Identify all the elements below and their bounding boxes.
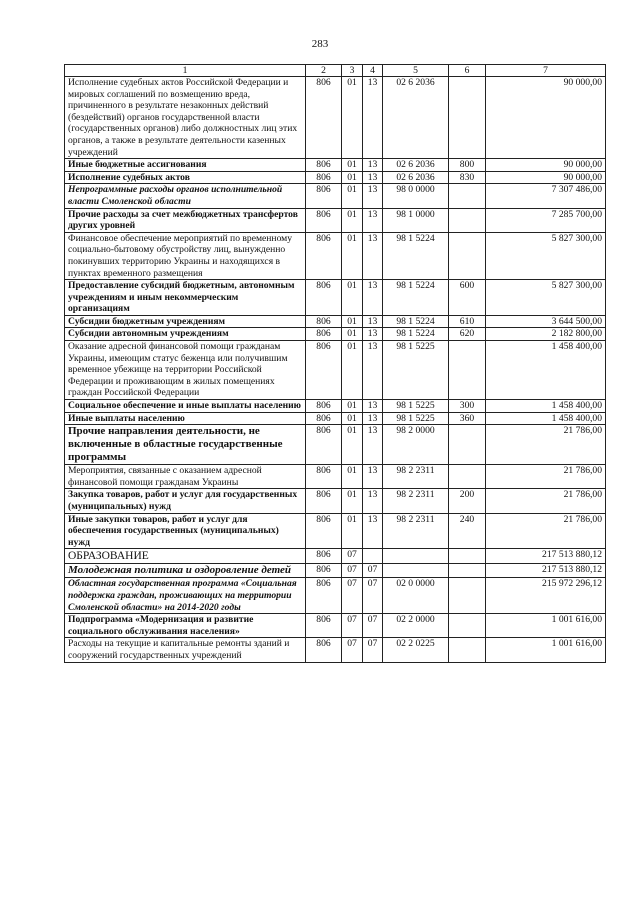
expense-type-code bbox=[449, 184, 486, 208]
section-code: 07 bbox=[342, 614, 363, 638]
table-row bbox=[65, 232, 606, 279]
budget-table bbox=[64, 64, 606, 663]
amount: 1 001 616,00 bbox=[486, 614, 606, 638]
expense-type-code bbox=[449, 77, 486, 159]
amount: 21 786,00 bbox=[486, 465, 606, 489]
ministry-code: 806 bbox=[306, 232, 342, 279]
table-row bbox=[65, 328, 606, 341]
subsection-code: 13 bbox=[363, 412, 383, 425]
expense-type-code bbox=[449, 578, 486, 614]
target-article-code: 98 1 5225 bbox=[383, 400, 449, 413]
subsection-code: 13 bbox=[363, 315, 383, 328]
amount: 217 513 880,12 bbox=[486, 564, 606, 578]
amount: 7 307 486,00 bbox=[486, 184, 606, 208]
section-code: 01 bbox=[342, 77, 363, 159]
amount: 1 001 616,00 bbox=[486, 638, 606, 662]
target-article-code: 98 2 2311 bbox=[383, 465, 449, 489]
target-article-code: 02 2 0225 bbox=[383, 638, 449, 662]
target-article-code: 98 2 2311 bbox=[383, 489, 449, 513]
amount: 1 458 400,00 bbox=[486, 400, 606, 413]
row-name: Исполнение судебных актов bbox=[65, 171, 306, 184]
section-code: 01 bbox=[342, 159, 363, 172]
target-article-code: 02 0 0000 bbox=[383, 578, 449, 614]
column-number: 3 bbox=[342, 65, 363, 77]
ministry-code: 806 bbox=[306, 638, 342, 662]
ministry-code: 806 bbox=[306, 425, 342, 465]
column-number: 2 bbox=[306, 65, 342, 77]
page-number: 283 bbox=[311, 38, 329, 50]
subsection-code: 13 bbox=[363, 77, 383, 159]
row-name: Прочие направления деятельности, не включенные в областные государственные программы bbox=[65, 425, 306, 465]
target-article-code: 02 6 2036 bbox=[383, 171, 449, 184]
section-code: 01 bbox=[342, 184, 363, 208]
expense-type-code: 300 bbox=[449, 400, 486, 413]
table-row bbox=[65, 513, 606, 549]
section-code: 01 bbox=[342, 425, 363, 465]
amount: 2 182 800,00 bbox=[486, 328, 606, 341]
ministry-code: 806 bbox=[306, 578, 342, 614]
ministry-code: 806 bbox=[306, 614, 342, 638]
table-row bbox=[65, 578, 606, 614]
section-code: 01 bbox=[342, 513, 363, 549]
column-number: 1 bbox=[65, 65, 306, 77]
target-article-code: 98 0 0000 bbox=[383, 184, 449, 208]
table-row bbox=[65, 77, 606, 159]
section-code: 01 bbox=[342, 171, 363, 184]
row-name: Исполнение судебных актов Российской Федерации и мировых соглашений по возмещению вреда, причиненного в результате незаконных действий (бездействий) органов государственной власти (государственных органов) либо должностных лиц этих органов, а также в результате деятельности казенных учреждений bbox=[65, 77, 306, 159]
target-article-code: 02 6 2036 bbox=[383, 77, 449, 159]
column-number: 5 bbox=[383, 65, 449, 77]
subsection-code: 13 bbox=[363, 465, 383, 489]
amount: 1 458 400,00 bbox=[486, 412, 606, 425]
section-code: 01 bbox=[342, 328, 363, 341]
row-name: Финансовое обеспечение мероприятий по временному социально-бытовому обустройству лиц, вынужденно покинувших территорию Украины и находящихся в пунктах временного размещения bbox=[65, 232, 306, 279]
target-article-code: 98 1 5224 bbox=[383, 315, 449, 328]
ministry-code: 806 bbox=[306, 328, 342, 341]
ministry-code: 806 bbox=[306, 400, 342, 413]
target-article-code: 98 1 5224 bbox=[383, 232, 449, 279]
section-code: 01 bbox=[342, 412, 363, 425]
row-name: Социальное обеспечение и иные выплаты населению bbox=[65, 400, 306, 413]
table-row bbox=[65, 465, 606, 489]
expense-type-code: 600 bbox=[449, 280, 486, 316]
subsection-code: 13 bbox=[363, 400, 383, 413]
row-name: Субсидии автономным учреждениям bbox=[65, 328, 306, 341]
ministry-code: 806 bbox=[306, 465, 342, 489]
section-code: 01 bbox=[342, 341, 363, 400]
expense-type-code bbox=[449, 232, 486, 279]
row-name: Оказание адресной финансовой помощи гражданам Украины, имеющим статус беженца или получившим временное убежище на территории Российской Федерации и проживающим в жилых помещениях граждан Российской Федерации bbox=[65, 341, 306, 400]
subsection-code: 07 bbox=[363, 578, 383, 614]
expense-type-code: 240 bbox=[449, 513, 486, 549]
target-article-code: 02 2 0000 bbox=[383, 614, 449, 638]
target-article-code: 98 2 2311 bbox=[383, 513, 449, 549]
table-row bbox=[65, 412, 606, 425]
expense-type-code: 360 bbox=[449, 412, 486, 425]
table-row bbox=[65, 280, 606, 316]
table-row bbox=[65, 614, 606, 638]
row-name: Расходы на текущие и капитальные ремонты зданий и сооружений государственных учреждений bbox=[65, 638, 306, 662]
row-name: ОБРАЗОВАНИЕ bbox=[65, 549, 306, 564]
subsection-code: 07 bbox=[363, 564, 383, 578]
target-article-code: 98 1 0000 bbox=[383, 208, 449, 232]
section-code: 01 bbox=[342, 208, 363, 232]
row-name: Подпрограмма «Модернизация и развитие социального обслуживания населения» bbox=[65, 614, 306, 638]
ministry-code: 806 bbox=[306, 184, 342, 208]
amount: 21 786,00 bbox=[486, 513, 606, 549]
row-name: Иные закупки товаров, работ и услуг для обеспечения государственных (муниципальных) нужд bbox=[65, 513, 306, 549]
ministry-code: 806 bbox=[306, 77, 342, 159]
row-name: Мероприятия, связанные с оказанием адресной финансовой помощи гражданам Украины bbox=[65, 465, 306, 489]
ministry-code: 806 bbox=[306, 564, 342, 578]
table-row bbox=[65, 184, 606, 208]
target-article-code: 98 1 5224 bbox=[383, 328, 449, 341]
amount: 3 644 500,00 bbox=[486, 315, 606, 328]
expense-type-code: 830 bbox=[449, 171, 486, 184]
ministry-code: 806 bbox=[306, 412, 342, 425]
section-code: 01 bbox=[342, 315, 363, 328]
table-row bbox=[65, 208, 606, 232]
subsection-code: 13 bbox=[363, 171, 383, 184]
ministry-code: 806 bbox=[306, 208, 342, 232]
subsection-code: 13 bbox=[363, 280, 383, 316]
expense-type-code bbox=[449, 341, 486, 400]
target-article-code bbox=[383, 564, 449, 578]
section-code: 01 bbox=[342, 465, 363, 489]
target-article-code: 98 1 5225 bbox=[383, 412, 449, 425]
column-number: 4 bbox=[363, 65, 383, 77]
expense-type-code bbox=[449, 549, 486, 564]
amount: 90 000,00 bbox=[486, 159, 606, 172]
expense-type-code bbox=[449, 465, 486, 489]
ministry-code: 806 bbox=[306, 280, 342, 316]
row-name: Закупка товаров, работ и услуг для государственных (муниципальных) нужд bbox=[65, 489, 306, 513]
expense-type-code: 200 bbox=[449, 489, 486, 513]
target-article-code bbox=[383, 549, 449, 564]
subsection-code: 13 bbox=[363, 208, 383, 232]
row-name: Предоставление субсидий бюджетным, автономным учреждениям и иным некоммерческим организациям bbox=[65, 280, 306, 316]
amount: 215 972 296,12 bbox=[486, 578, 606, 614]
table-row bbox=[65, 400, 606, 413]
row-name: Иные бюджетные ассигнования bbox=[65, 159, 306, 172]
section-code: 01 bbox=[342, 400, 363, 413]
ministry-code: 806 bbox=[306, 549, 342, 564]
column-number: 7 bbox=[486, 65, 606, 77]
target-article-code: 02 6 2036 bbox=[383, 159, 449, 172]
ministry-code: 806 bbox=[306, 341, 342, 400]
subsection-code: 13 bbox=[363, 489, 383, 513]
section-code: 07 bbox=[342, 549, 363, 564]
subsection-code: 07 bbox=[363, 638, 383, 662]
section-code: 07 bbox=[342, 564, 363, 578]
row-name: Иные выплаты населению bbox=[65, 412, 306, 425]
column-number-row bbox=[65, 65, 606, 77]
amount: 90 000,00 bbox=[486, 77, 606, 159]
subsection-code: 13 bbox=[363, 341, 383, 400]
row-name: Молодежная политика и оздоровление детей bbox=[65, 564, 306, 578]
ministry-code: 806 bbox=[306, 489, 342, 513]
row-name: Прочие расходы за счет межбюджетных трансфертов других уровней bbox=[65, 208, 306, 232]
subsection-code: 13 bbox=[363, 425, 383, 465]
expense-type-code bbox=[449, 614, 486, 638]
table-row bbox=[65, 159, 606, 172]
section-code: 07 bbox=[342, 578, 363, 614]
amount: 1 458 400,00 bbox=[486, 341, 606, 400]
target-article-code: 98 2 0000 bbox=[383, 425, 449, 465]
expense-type-code: 610 bbox=[449, 315, 486, 328]
section-code: 07 bbox=[342, 638, 363, 662]
table-row bbox=[65, 171, 606, 184]
row-name: Областная государственная программа «Социальная поддержка граждан, проживающих на территории Смоленской области» на 2014-2020 годы bbox=[65, 578, 306, 614]
column-number: 6 bbox=[449, 65, 486, 77]
table-row bbox=[65, 638, 606, 662]
subsection-code: 13 bbox=[363, 513, 383, 549]
amount: 217 513 880,12 bbox=[486, 549, 606, 564]
section-code: 01 bbox=[342, 489, 363, 513]
expense-type-code bbox=[449, 564, 486, 578]
table-row bbox=[65, 315, 606, 328]
ministry-code: 806 bbox=[306, 171, 342, 184]
expense-type-code bbox=[449, 425, 486, 465]
table-row bbox=[65, 489, 606, 513]
target-article-code: 98 1 5224 bbox=[383, 280, 449, 316]
expense-type-code bbox=[449, 638, 486, 662]
section-code: 01 bbox=[342, 232, 363, 279]
row-name: Субсидии бюджетным учреждениям bbox=[65, 315, 306, 328]
subsection-code: 13 bbox=[363, 159, 383, 172]
expense-type-code: 800 bbox=[449, 159, 486, 172]
target-article-code: 98 1 5225 bbox=[383, 341, 449, 400]
subsection-code: 13 bbox=[363, 232, 383, 279]
table-row bbox=[65, 425, 606, 465]
amount: 5 827 300,00 bbox=[486, 280, 606, 316]
subsection-code: 13 bbox=[363, 184, 383, 208]
amount: 21 786,00 bbox=[486, 489, 606, 513]
table-row bbox=[65, 549, 606, 564]
amount: 90 000,00 bbox=[486, 171, 606, 184]
subsection-code bbox=[363, 549, 383, 564]
row-name: Непрограммные расходы органов исполнительной власти Смоленской области bbox=[65, 184, 306, 208]
expense-type-code bbox=[449, 208, 486, 232]
expense-type-code: 620 bbox=[449, 328, 486, 341]
amount: 21 786,00 bbox=[486, 425, 606, 465]
ministry-code: 806 bbox=[306, 315, 342, 328]
amount: 7 285 700,00 bbox=[486, 208, 606, 232]
table-row bbox=[65, 564, 606, 578]
ministry-code: 806 bbox=[306, 513, 342, 549]
amount: 5 827 300,00 bbox=[486, 232, 606, 279]
subsection-code: 13 bbox=[363, 328, 383, 341]
table-row bbox=[65, 341, 606, 400]
ministry-code: 806 bbox=[306, 159, 342, 172]
subsection-code: 07 bbox=[363, 614, 383, 638]
section-code: 01 bbox=[342, 280, 363, 316]
